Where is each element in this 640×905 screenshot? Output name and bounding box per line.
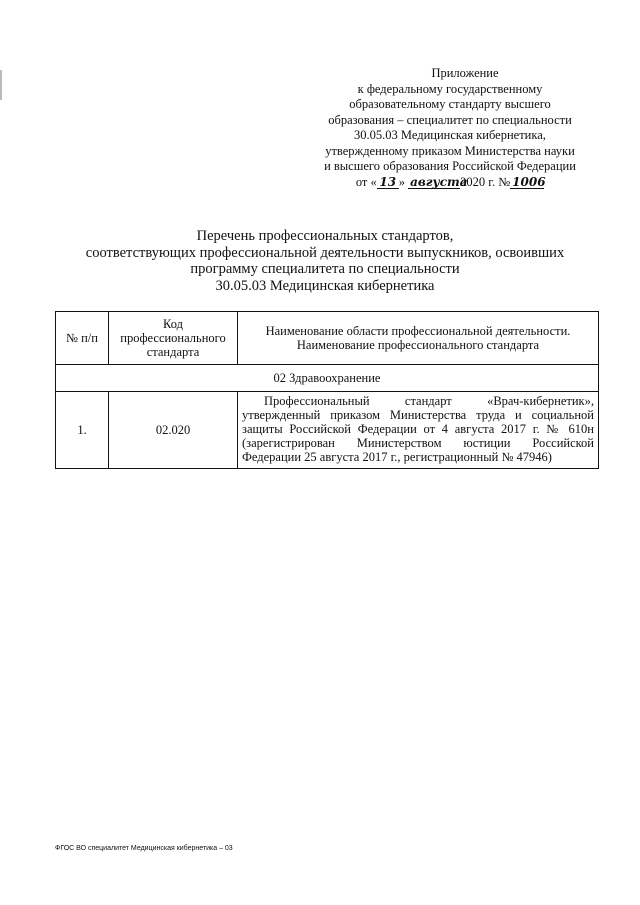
page-footer: ФГОС ВО специалитет Медицинская кибернетика – 03 [55, 845, 233, 852]
standards-table [55, 311, 599, 469]
order-date-line [300, 175, 600, 191]
header-name-line1: Наименование области профессиональной деятельности. [265, 324, 571, 338]
table-header-row [56, 312, 599, 365]
row-num: 1. [56, 392, 109, 469]
header-code: Код профессионального стандарта [109, 312, 238, 365]
handwritten-day: 13 [377, 176, 399, 189]
appendix-line: образовательному стандарту высшего [349, 97, 551, 111]
title-line: программу специалитета по специальности [190, 261, 460, 277]
date-mid: » [398, 174, 406, 189]
date-prefix: от « [355, 174, 377, 189]
appendix-line: и высшего образования Российской Федерации [324, 159, 576, 173]
row-code: 02.020 [109, 392, 238, 469]
date-year: 2020 г. № [460, 174, 511, 189]
section-row [56, 365, 599, 392]
appendix-block [300, 66, 600, 190]
appendix-line: 30.05.03 Медицинская кибернетика, [354, 128, 546, 142]
title-line: Перечень профессиональных стандартов, [196, 228, 454, 244]
title-line: соответствующих профессиональной деятельности выпускников, освоивших [85, 244, 565, 261]
handwritten-month: августа [410, 174, 468, 189]
table-row [56, 392, 599, 469]
header-name [238, 312, 599, 365]
scan-edge-mark [0, 70, 2, 100]
header-name-line2: Наименование профессионального стандарта [296, 338, 540, 352]
document-title [40, 228, 610, 294]
title-line: 30.05.03 Медицинская кибернетика [215, 277, 435, 294]
handwritten-order-number: 1006 [512, 174, 546, 189]
appendix-heading: Приложение [431, 66, 499, 80]
appendix-line: образования – специалитет по специальности [328, 112, 572, 127]
header-num: № п/п [56, 312, 109, 365]
section-title: 02 Здравоохранение [56, 365, 599, 392]
appendix-line: утвержденному приказом Министерства науки [325, 143, 575, 158]
row-name-cell [238, 392, 599, 469]
row-name: Профессиональный стандарт «Врач-кибернетик», утвержденный приказом Министерства труда и социальной защиты Российской Федерации от 4 августа 2017 г. № 610н (зарегистрирован Министерством юстиции Российской Федерации 25 августа 2017 г., регистрационный № 47946) [242, 394, 594, 464]
appendix-line: к федеральному государственному [357, 81, 543, 96]
